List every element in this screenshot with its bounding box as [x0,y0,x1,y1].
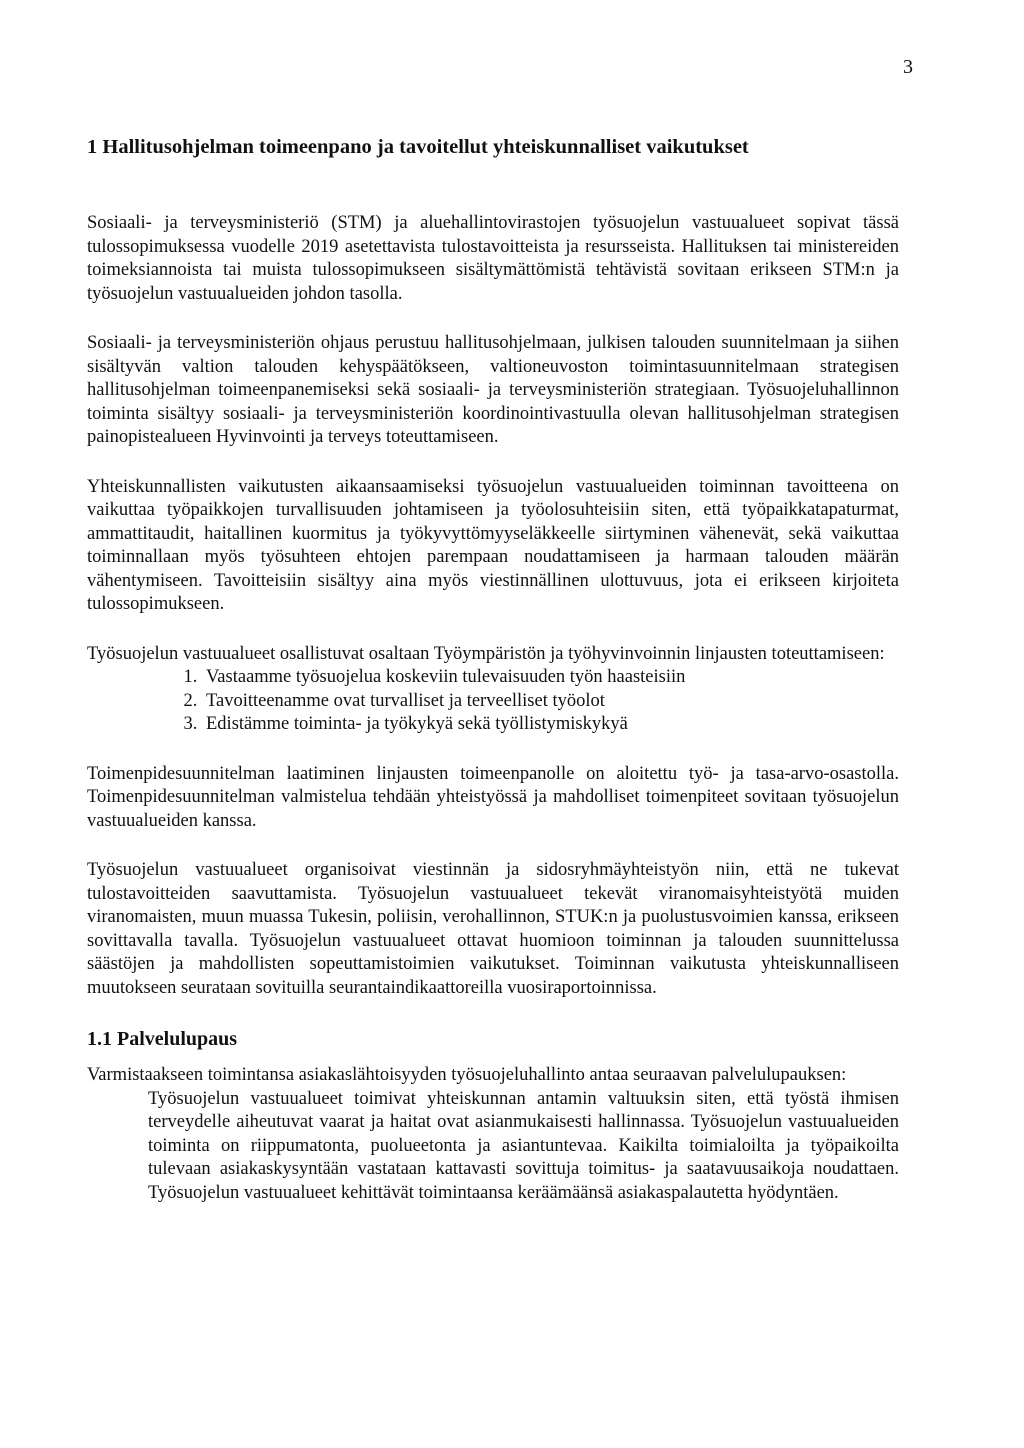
service-promise-intro: Varmistaakseen toimintansa asiakaslähtoisyyden työsuojeluhallinto antaa seuraavan palvelulupauksen: [87,1065,847,1085]
objective-item: 1. Vastaamme työsuojelua koskeviin tulevaisuuden työn haasteisiin [202,666,899,690]
paragraph-action-plan: Toimenpidesuunnitelman laatiminen linjausten toimeenpanolle on aloitettu työ- ja tasa-arvo-osastolla. Toimenpidesuunnitelman valmistelua tehdään yhteistyössä ja mahdolliset toimenpiteet sovitaan työsuojelun vastuualueiden kanssa. [87,763,899,831]
paragraph-agreement-scope: Sosiaali- ja terveysministeriö (STM) ja aluehallintovirastojen työsuojelun vastuualueet sopivat tässä tulossopimuksessa vuodelle 2019 asetettavista tulostavoitteista ja resursseista. Hallituksen tai ministereiden toimeksiannoista tai muista tulossopimukseen sisältymättömistä tehtävistä sovitaan erikseen STM:n ja työsuojelun vastuualueiden johdon tasolla. [87,213,899,304]
objectives-intro: Työsuojelun vastuualueet osallistuvat osaltaan Työympäristön ja työhyvinvoinnin linjausten toteuttamiseen: [87,643,885,664]
paragraph-communication-cooperation: Työsuojelun vastuualueet organisoivat viestinnän ja sidosryhmäyhteistyön niin, että ne tukevat tulostavoitteiden saavuttamista. Työsuojelun vastuualueet tekevät viranomaisyhteistyötä muiden viranomaisten, muun muassa Tukesin, poliisin, verohallinnon, STUK:n ja puolustusvoimien kanssa, erikseen sovittavalla tavalla. Työsuojelun vastuualueet ottavat huomioon toiminnan ja talouden suunnittelussa säästöjen ja mahdollisten sopeuttamistoimien vaikutukset. Toiminnan vaikutusta yhteiskunnalliseen muutokseen seurataan sovituilla seurantaindikaattoreilla vuosiraportoinnissa. [87,860,899,998]
service-promise-text: Työsuojelun vastuualueet toimivat yhteiskunnan antamin valtuuksin siten, että työstä ihmisen terveydelle aiheutuvat vaarat ja haitat ovat asianmukaisesti hallinnassa. Työsuojelun vastuualueiden toiminta on riippumatonta, puolueetonta ja asiantuntevaa. Kaikilta toimialoilta ja työpaikoilta tulevaan asiakaskysyntään vastataan kattavasti sovittuja toimitus- ja saatavuusaikoja noudattaen. Työsuojelun vastuualueet kehittävät toimintaansa keräämäänsä asiakaspalautetta hyödyntäen. [148,1088,899,1203]
objective-item: 3. Edistämme toiminta- ja työkykyä sekä työllistymiskykyä [202,713,899,737]
page-number: 3 [903,56,913,78]
objective-item: 2. Tavoitteenamme ovat turvalliset ja terveelliset työolot [202,690,899,714]
section-heading: 1 Hallitusohjelman toimeenpano ja tavoitellut yhteiskunnalliset vaikutukset [87,136,749,158]
paragraph-ministry-guidance: Sosiaali- ja terveysministeriön ohjaus perustuu hallitusohjelmaan, julkisen talouden suunnitelmaan ja siihen sisältyvän valtion talouden kehyspäätökseen, valtioneuvoston toimintasuunnitelmaan strategisen hallitusohjelman toimeenpanemiseksi sekä sosiaali- ja terveysministeriön strategiaan. Työsuojeluhallinnon toiminta sisältyy sosiaali- ja terveysministeriön koordinointivastuulla olevan hallitusohjelman strategisen painopistealueen Hyvinvointi ja terveys toteuttamiseen. [87,333,899,447]
document-body [87,134,899,1205]
subsection-heading: 1.1 Palvelulupaus [87,1028,238,1050]
paragraph-societal-impacts: Yhteiskunnallisten vaikutusten aikaansaamiseksi työsuojelun vastuualueiden toiminnan tavoitteena on vaikuttaa työpaikkojen turvallisuuden johtamiseen ja työolosuhteisiin siten, että työpaikkatapaturmat, ammattitaudit, haitallinen kuormitus ja työkyvyttömyyseläkkeelle siirtyminen vähenevät, sekä vaikuttaa toiminnallaan myös työsuhteen ehtojen parempaan noudattamiseen ja harmaan talouden määrän vähentymiseen. Tavoitteisiin sisältyy aina myös viestinnällinen ulottuvuus, jota ei erikseen kirjoiteta tulossopimukseen. [87,476,899,614]
objectives-list [87,666,899,737]
